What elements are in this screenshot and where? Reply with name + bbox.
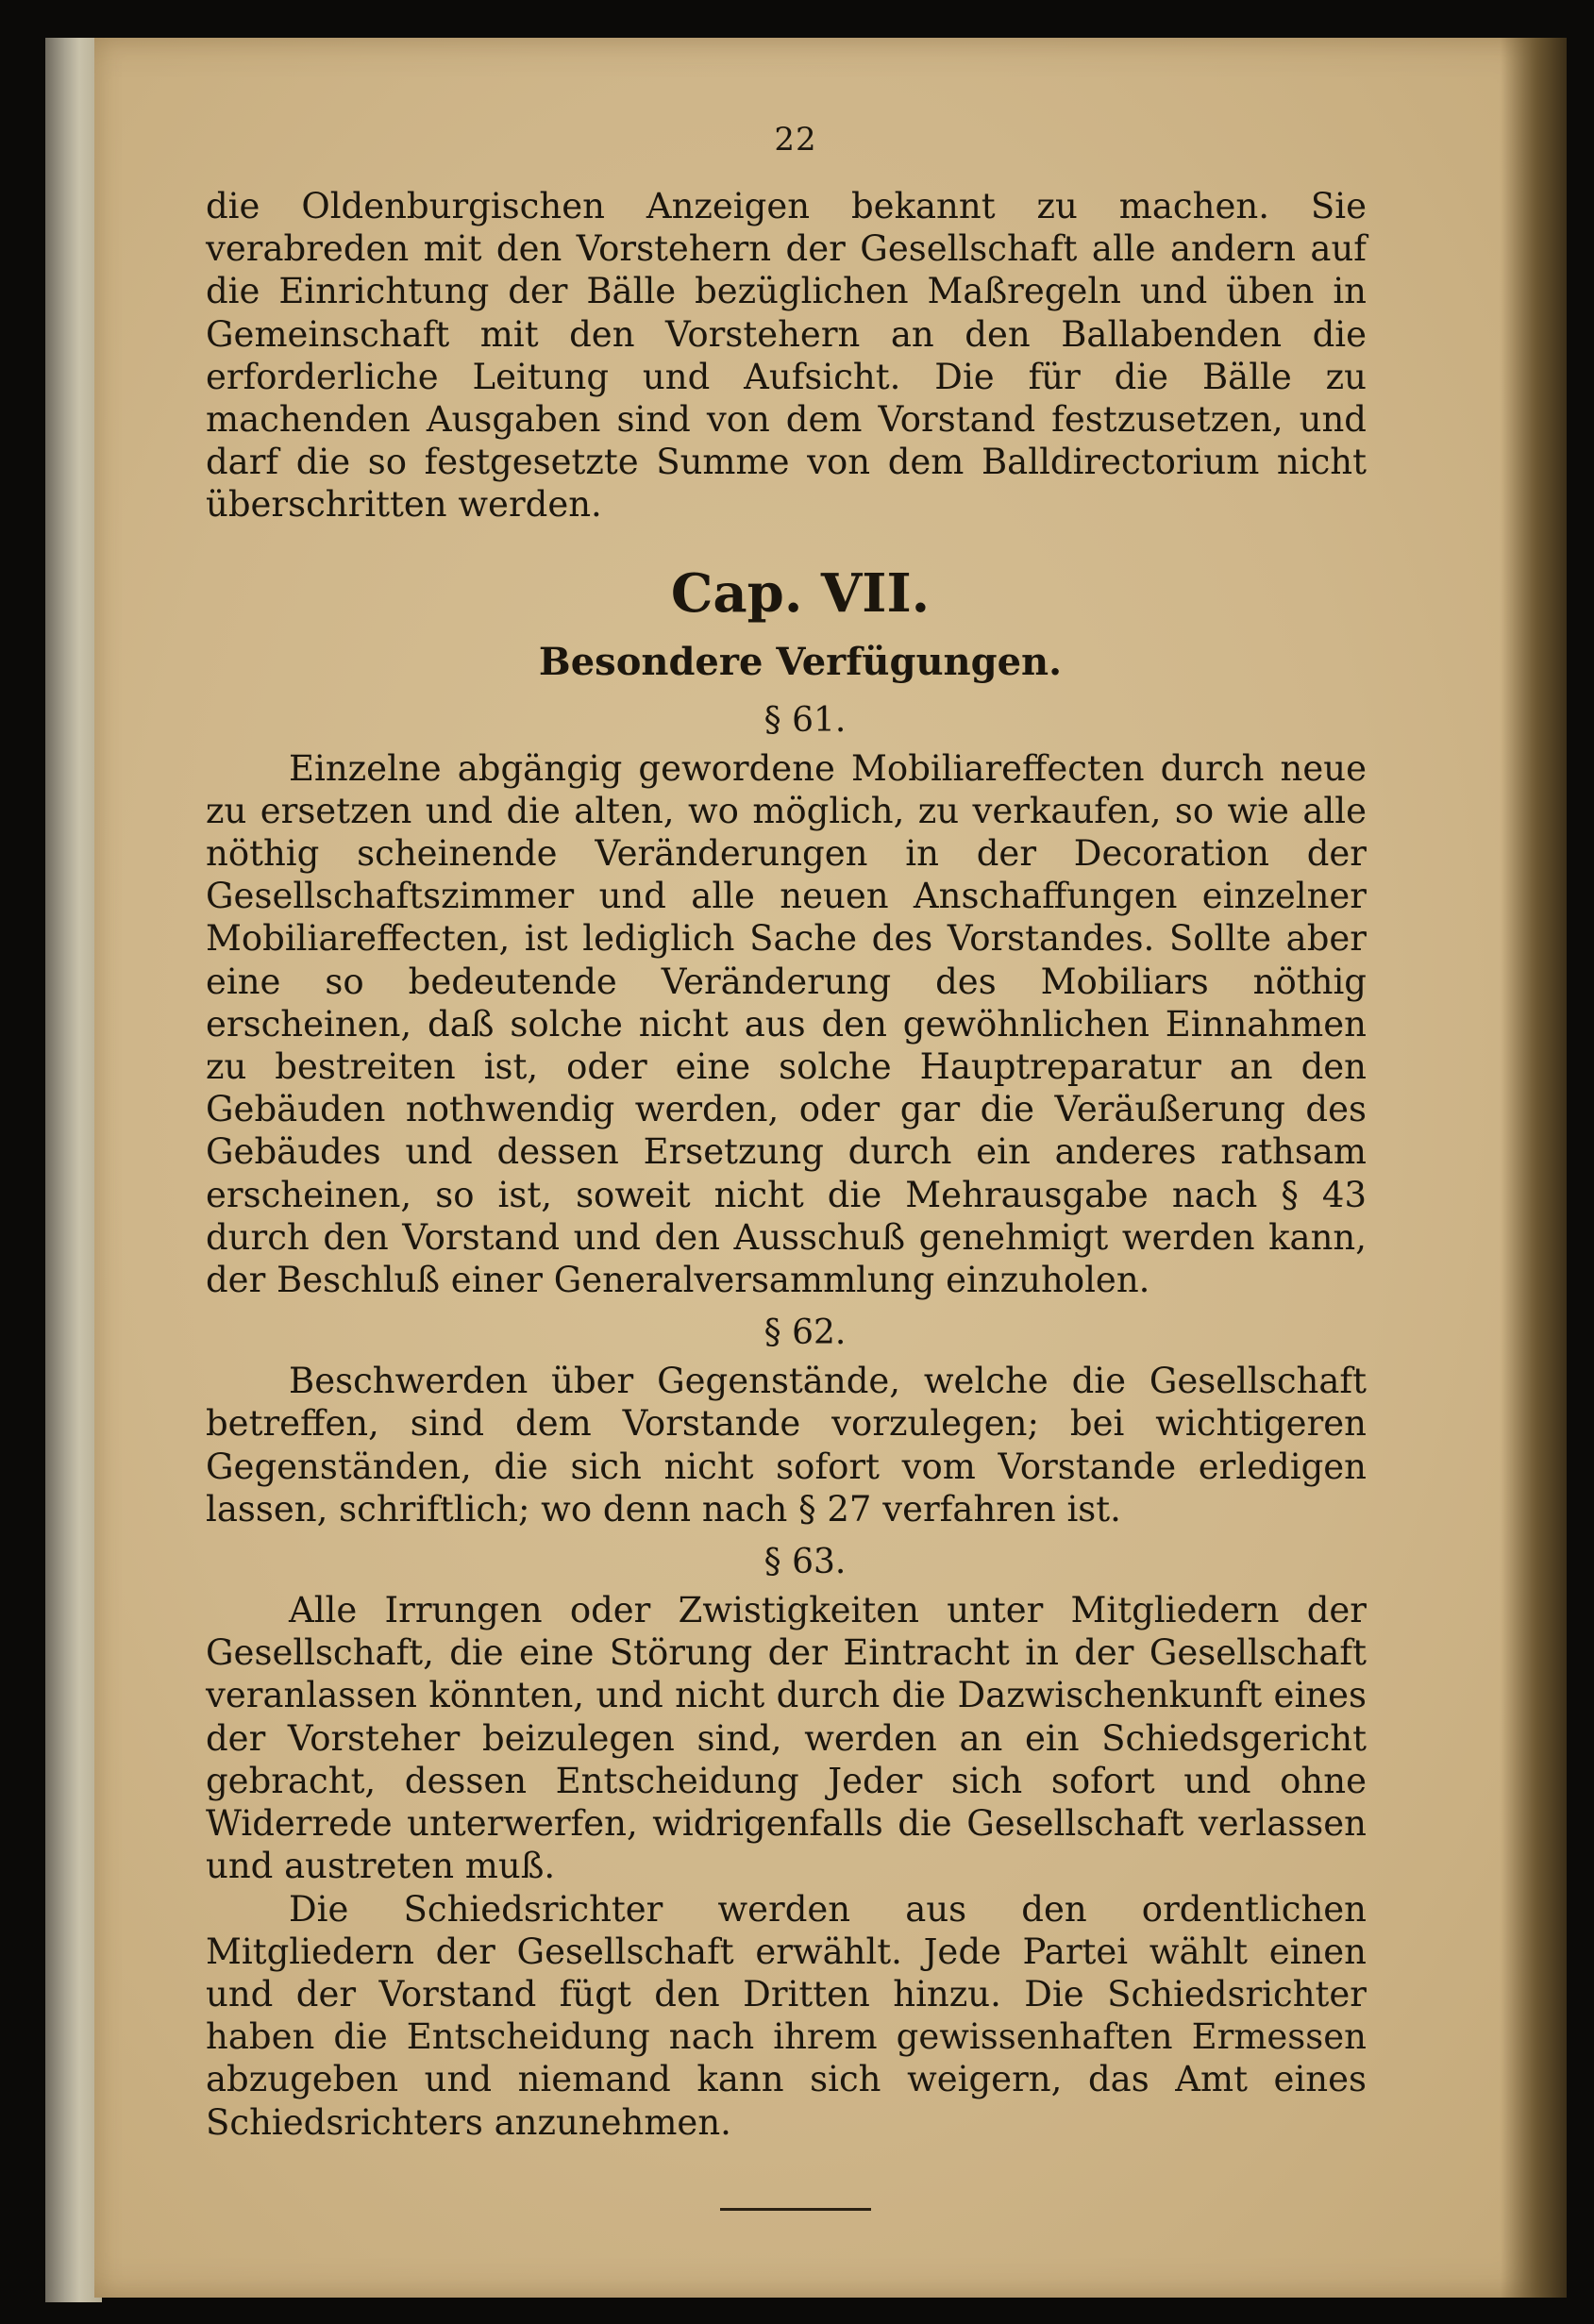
section-paragraph: Einzelne abgängig gewordene Mobiliareffecten durch neue zu ersetzen und die alten, wo möglich, zu verkaufen, so wie alle nöthig scheinende Veränderungen in der Decoration der Gesellschaftszimmer und alle neuen Anschaffungen einzelner Mobiliareffecten, ist lediglich Sache des Vorstandes. Sollte aber eine so bedeutende Veränderung des Mobiliars nöthig erscheinen, daß solche nicht aus den gewöhnlichen Einnahmen zu bestreiten ist, oder eine solche Hauptreparatur an den Gebäuden nothwendig werden, oder gar die Veräußerung des Gebäudes und dessen Ersetzung durch ein anderes rathsam erscheinen, so ist, soweit nicht die Mehrausgabe nach § 43 durch den Vorstand und den Ausschuß genehmigt werden kann, der Beschluß einer Generalversammlung einzuholen. [206,747,1367,1301]
end-rule [720,2208,871,2211]
chapter-title: Cap. VII. [670,561,931,625]
section-63 [206,1540,1367,2144]
section-62 [206,1311,1367,1530]
section-61 [206,698,1367,1302]
section-paragraph: Die Schiedsrichter werden aus den ordentlichen Mitgliedern der Gesellschaft erwählt. Jede Partei wählt einen und der Vorstand fügt den Dritten hinzu. Die Schiedsrichter haben die Entscheidung nach ihrem gewissenhaften Ermessen abzugeben und niemand kann sich weigern, das Amt eines Schiedsrichters anzunehmen. [206,1888,1367,2143]
section-heading: § 63. [763,1543,847,1582]
book-page-edges [45,38,102,2302]
section-paragraph: Beschwerden über Gegenstände, welche die Gesellschaft betreffen, sind dem Vorstande vorzulegen; bei wichtigeren Gegenständen, die sich nicht sofort vom Vorstande erledigen lassen, schriftlich; wo denn nach § 27 verfahren ist. [206,1361,1367,1530]
page-gutter-shadow [1501,38,1567,2298]
section-heading: § 62. [763,1313,847,1353]
section-paragraph: Alle Irrungen oder Zwistigkeiten unter Mitgliedern der Gesellschaft, die eine Störung der Eintracht in der Gesellschaft veranlassen könnten, und nicht durch die Dazwischenkunft eines der Vorsteher beizulegen sind, werden an ein Schiedsgericht gebracht, dessen Entscheidung Jeder sich sofort und ohne Widerrede unterwerfen, widrigenfalls die Gesellschaft verlassen und austreten muß. [206,1590,1367,1887]
section-heading: § 61. [763,700,847,740]
chapter-subtitle: Besondere Verfügungen. [538,639,1063,684]
intro-paragraph: die Oldenburgischen Anzeigen bekannt zu machen. Sie verabreden mit den Vorstehern der Gesellschaft alle andern auf die Einrichtung der Bälle bezüglichen Maßregeln und üben in Gemeinschaft mit den Vorstehern an den Ballabenden die erforderliche Leitung und Aufsicht. Die für die Bälle zu machenden Ausgaben sind von dem Vorstand festzusetzen, und darf die so festgesetzte Summe von dem Balldirectorium nicht überschritten werden. [206,186,1367,526]
page-number: 22 [774,121,817,159]
page-text [206,121,1367,2211]
